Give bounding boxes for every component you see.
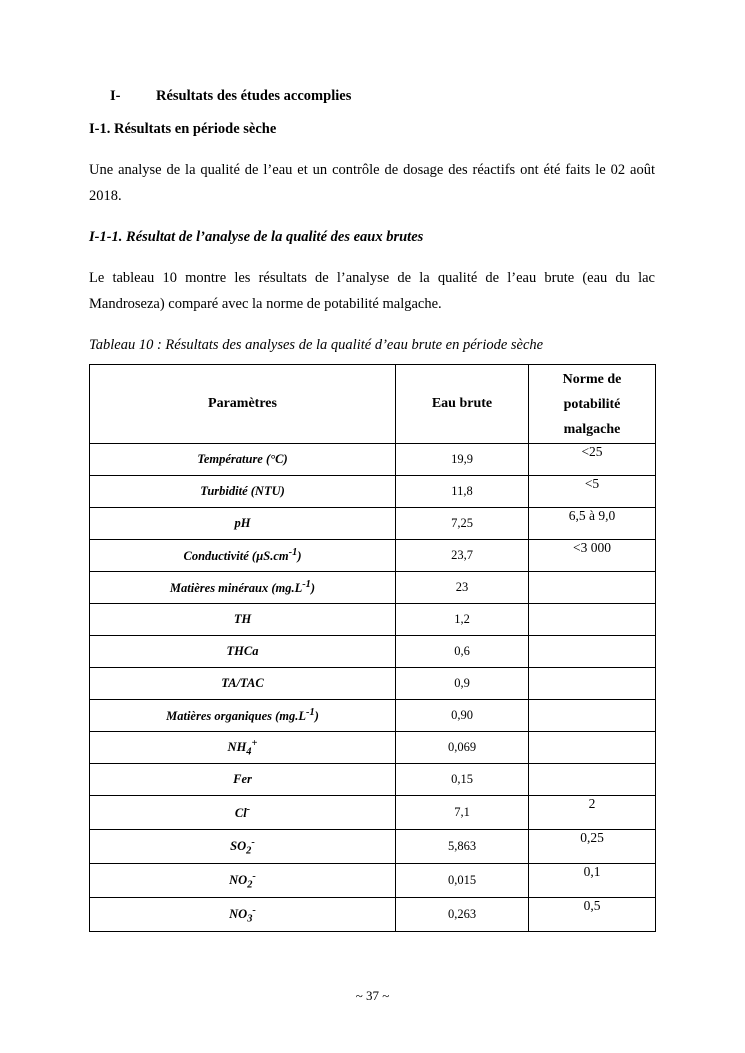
- cell-norme: [529, 700, 656, 732]
- table-row: [90, 898, 656, 932]
- cell-eau-brute: 0,015: [396, 864, 529, 898]
- header-eau-brute: Eau brute: [396, 365, 529, 444]
- cell-eau-brute: 7,25: [396, 508, 529, 540]
- header-norme: Norme de potabilité malgache: [529, 365, 656, 444]
- table-row: [90, 700, 656, 732]
- cell-parametre: Matières minéraux $(mg.L^{-1})$: [90, 572, 396, 604]
- results-table: [89, 364, 656, 932]
- table-row: [90, 764, 656, 796]
- subsection-heading: I-1. Résultats en période sèche: [89, 121, 277, 137]
- paragraph-analysis-date: Une analyse de la qualité de l’eau et un contrôle de dosage des réactifs ont été faits le 02 août 2018.: [89, 162, 655, 204]
- table-row: [90, 732, 656, 764]
- cell-eau-brute: 1,2: [396, 604, 529, 636]
- cell-eau-brute: 0,069: [396, 732, 529, 764]
- cell-norme: [529, 572, 656, 604]
- cell-norme: 2: [529, 796, 656, 830]
- table-row: [90, 508, 656, 540]
- cell-norme: [529, 668, 656, 700]
- section-number: I-: [110, 88, 121, 104]
- cell-parametre: Turbidité (NTU): [90, 476, 396, 508]
- cell-parametre: Conductivité $(\mu S.cm^{-1})$: [90, 540, 396, 572]
- section-title: Résultats des études accomplies: [156, 88, 352, 104]
- cell-norme: 0,1: [529, 864, 656, 898]
- cell-parametre: Fer: [90, 764, 396, 796]
- cell-parametre: TH: [90, 604, 396, 636]
- table-body: [90, 444, 656, 932]
- cell-eau-brute: 11,8: [396, 476, 529, 508]
- table-row: [90, 476, 656, 508]
- table-row: [90, 668, 656, 700]
- cell-eau-brute: 5,863: [396, 830, 529, 864]
- cell-eau-brute: 0,6: [396, 636, 529, 668]
- table-row: [90, 636, 656, 668]
- cell-eau-brute: 19,9: [396, 444, 529, 476]
- cell-eau-brute: 23: [396, 572, 529, 604]
- cell-parametre: $NO_3^-$: [90, 898, 396, 932]
- cell-norme: [529, 604, 656, 636]
- table-row: [90, 540, 656, 572]
- cell-norme: [529, 636, 656, 668]
- table-caption: Tableau 10 : Résultats des analyses de la qualité d’eau brute en période sèche: [89, 337, 544, 353]
- cell-eau-brute: 0,9: [396, 668, 529, 700]
- cell-norme: 0,5: [529, 898, 656, 932]
- cell-norme: 6,5 à 9,0: [529, 508, 656, 540]
- cell-parametre: TA/TAC: [90, 668, 396, 700]
- cell-parametre: THCa: [90, 636, 396, 668]
- paragraph-table-intro: Le tableau 10 montre les résultats de l’analyse de la qualité de l’eau brute (eau du lac Mandroseza) comparé avec la norme de potabilité malgache.: [89, 270, 655, 312]
- header-parametres: Paramètres: [90, 365, 396, 444]
- table-row: [90, 830, 656, 864]
- cell-norme: <3 000: [529, 540, 656, 572]
- cell-parametre: $NO_2^-$: [90, 864, 396, 898]
- cell-parametre: $NH_4^+$: [90, 732, 396, 764]
- table-row: [90, 572, 656, 604]
- table-row: [90, 796, 656, 830]
- cell-norme: <25: [529, 444, 656, 476]
- table-row: [90, 444, 656, 476]
- cell-eau-brute: 0,263: [396, 898, 529, 932]
- cell-parametre: pH: [90, 508, 396, 540]
- cell-norme: [529, 764, 656, 796]
- table-header-row: [90, 365, 656, 444]
- cell-norme: [529, 732, 656, 764]
- page-number: ~ 37 ~: [355, 988, 390, 1003]
- cell-eau-brute: 23,7: [396, 540, 529, 572]
- cell-parametre: Cl-: [90, 796, 396, 830]
- subsubsection-heading: I-1-1. Résultat de l’analyse de la qualité des eaux brutes: [89, 229, 424, 245]
- cell-parametre: Température (°C): [90, 444, 396, 476]
- cell-parametre: Matières organiques $(mg.L^{-1})$: [90, 700, 396, 732]
- table-row: [90, 604, 656, 636]
- cell-eau-brute: 0,15: [396, 764, 529, 796]
- cell-norme: <5: [529, 476, 656, 508]
- cell-norme: 0,25: [529, 830, 656, 864]
- cell-eau-brute: 7,1: [396, 796, 529, 830]
- cell-eau-brute: 0,90: [396, 700, 529, 732]
- table-row: [90, 864, 656, 898]
- section-heading: [110, 88, 351, 105]
- cell-parametre: $SO_2^-$: [90, 830, 396, 864]
